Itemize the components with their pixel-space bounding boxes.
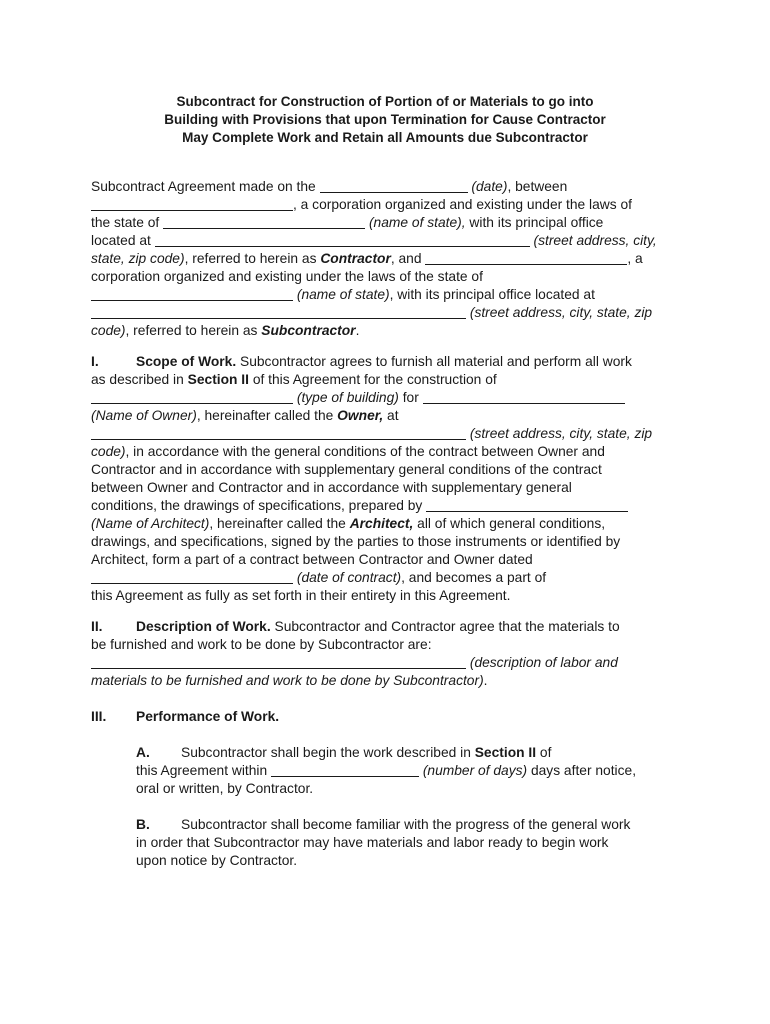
intro-text: (street address, city, state, zip [469,305,653,320]
document-title [0,93,770,147]
section-text: Contractor and in accordance with supplementary general conditions of the contract [91,462,602,477]
owner-name-blank [423,389,625,404]
subsection-text: upon notice by Contractor. [136,853,298,868]
section-text: , and becomes a part of [401,570,547,585]
section-text: as described in [91,372,188,387]
intro-text: the state of [91,215,164,230]
section-text: (Name of Owner) [91,408,197,423]
title-line-1: Subcontract for Construction of Portion of or Materials to go into [176,94,594,109]
intro-text: (name of state), [368,215,466,230]
section-reference: Section II [474,745,537,760]
subsection-label: A. [136,745,150,760]
intro-text: , referred to herein as [184,251,321,266]
building-type-blank [91,389,293,404]
subsection-text: (number of days) [422,763,528,778]
subsection-text: Subcontractor shall become familiar with the progress of the general work [181,817,631,832]
subsection-text: Subcontractor shall begin the work described in [181,745,475,760]
section-text: materials to be furnished and work to be done by Subcontractor) [91,673,484,688]
contractor-term: Contractor [320,251,391,266]
section-text: code) [91,444,126,459]
section-text: (type of building) [296,390,399,405]
section-number: III. [91,709,107,724]
section-number: II. [91,619,103,634]
section-number: I. [91,354,99,369]
address-blank [91,304,466,319]
contractor-name-blank [91,196,293,211]
subsection-text: of [536,745,552,760]
intro-text: (name of state) [296,287,390,302]
document-body [91,178,691,870]
intro-text: , referred to herein as [125,323,262,338]
section-scope-of-work [91,353,691,605]
owner-term: Owner, [337,408,384,423]
contract-date-blank [91,569,293,584]
section-text: (date of contract) [296,570,402,585]
section-text: . [483,673,488,688]
section-text: , hereinafter called the [209,516,350,531]
subsection-b [91,816,691,870]
section-text: all of which general conditions, [413,516,606,531]
intro-text: corporation organized and existing under the laws of the state of [91,269,483,284]
intro-text: , and [390,251,426,266]
intro-paragraph [91,178,691,340]
section-text: drawings, and specifications, signed by the parties to those instruments or identified by [91,534,621,549]
section-heading: Scope of Work. [136,354,237,369]
subsection-text: oral or written, by Contractor. [136,781,314,796]
subsection-text: this Agreement within [136,763,271,778]
intro-text: located at [91,233,155,248]
title-line-2: Building with Provisions that upon Termination for Cause Contractor [164,112,606,127]
section-text: conditions, the drawings of specifications, prepared by [91,498,427,513]
address-blank [91,425,466,440]
subsection-a [91,744,691,798]
section-text: , hereinafter called the [196,408,338,423]
days-blank [271,762,419,777]
intro-text: (date) [471,179,508,194]
section-text: Subcontractor and Contractor agree that the materials to [270,619,620,634]
section-text: (description of labor and [469,655,618,670]
subsection-text: days after notice, [527,763,637,778]
intro-text: , with its principal office located at [389,287,595,302]
section-text: at [383,408,399,423]
section-text: of this Agreement for the construction of [248,372,497,387]
section-text: , in accordance with the general conditions of the contract between Owner and [125,444,605,459]
date-blank [320,178,468,193]
subsection-label: B. [136,817,150,832]
state-blank [91,286,293,301]
intro-text: state, zip code) [91,251,185,266]
architect-name-blank [426,497,628,512]
section-text: Architect, form a part of a contract between Contractor and Owner dated [91,552,533,567]
state-blank [163,214,365,229]
intro-text: . [355,323,360,338]
architect-term: Architect, [349,516,414,531]
subcontractor-name-blank [425,250,627,265]
section-text: this Agreement as fully as set forth in their entirety in this Agreement. [91,588,511,603]
work-description-blank [91,654,466,669]
title-line-3: May Complete Work and Retain all Amounts due Subcontractor [182,130,588,145]
subsection-text: in order that Subcontractor may have materials and labor ready to begin work [136,835,609,850]
intro-text: with its principal office [465,215,604,230]
section-text: Subcontractor agrees to furnish all material and perform all work [236,354,632,369]
section-description-of-work [91,618,691,690]
section-text: between Owner and Contractor and in accordance with supplementary general [91,480,572,495]
intro-text: , a [627,251,643,266]
section-text: (Name of Architect) [91,516,210,531]
section-heading: Description of Work. [136,619,271,634]
section-text: for [398,390,423,405]
section-text: be furnished and work to be done by Subcontractor are: [91,637,432,652]
intro-text: , a corporation organized and existing under the laws of [293,197,633,212]
section-performance-of-work [91,708,691,870]
intro-text: Subcontract Agreement made on the [91,179,320,194]
address-blank [155,232,530,247]
subcontractor-term: Subcontractor [261,323,356,338]
section-heading: Performance of Work. [136,709,280,724]
intro-text: (street address, city, [533,233,657,248]
section-text: (street address, city, state, zip [469,426,653,441]
section-reference: Section II [187,372,249,387]
intro-text: code) [91,323,126,338]
intro-text: , between [507,179,568,194]
